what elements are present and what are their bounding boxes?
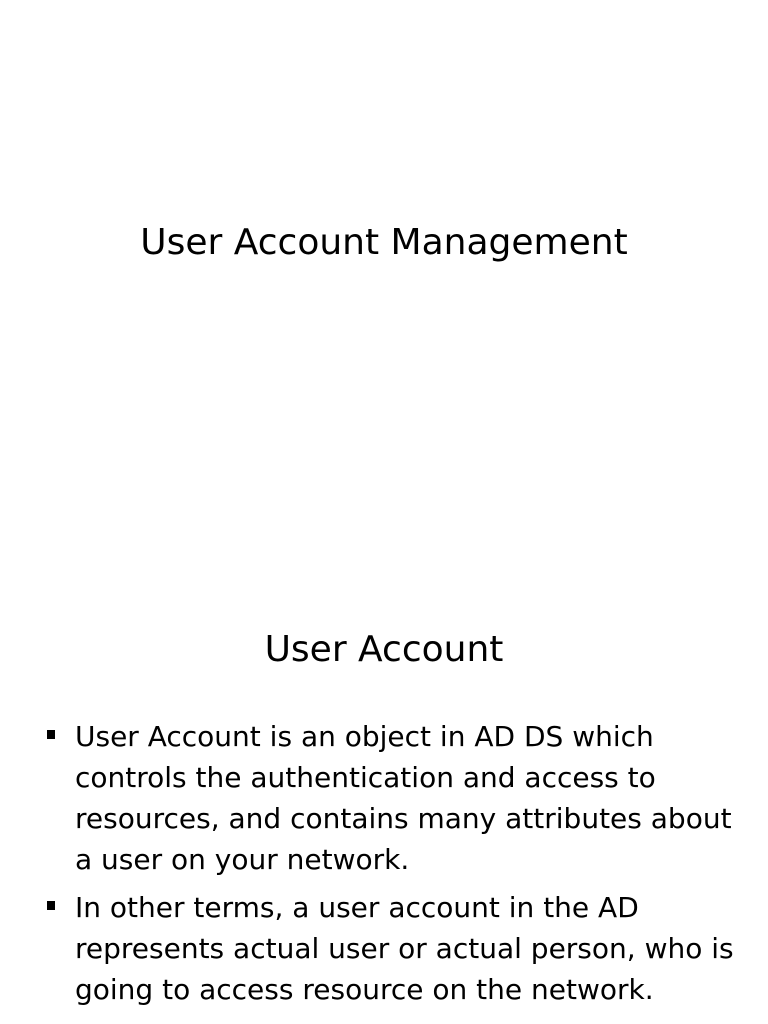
slide-title: User Account Management	[140, 222, 628, 263]
square-bullet-icon	[47, 730, 55, 739]
bullet-text: User Account is an object in AD DS which controls the authentication and access to resources, and contains many attributes about a user on your network.	[75, 720, 732, 876]
bullet-item	[44, 716, 734, 880]
bullet-text: In other terms, a user account in the AD represents actual user or actual person, who is going to access resource on the network.	[75, 891, 734, 1006]
bullet-item	[44, 887, 734, 1010]
square-bullet-icon	[47, 901, 55, 910]
slide-heading: User Account	[264, 629, 504, 670]
content-slide	[0, 512, 768, 1024]
bullet-list	[44, 716, 734, 1017]
